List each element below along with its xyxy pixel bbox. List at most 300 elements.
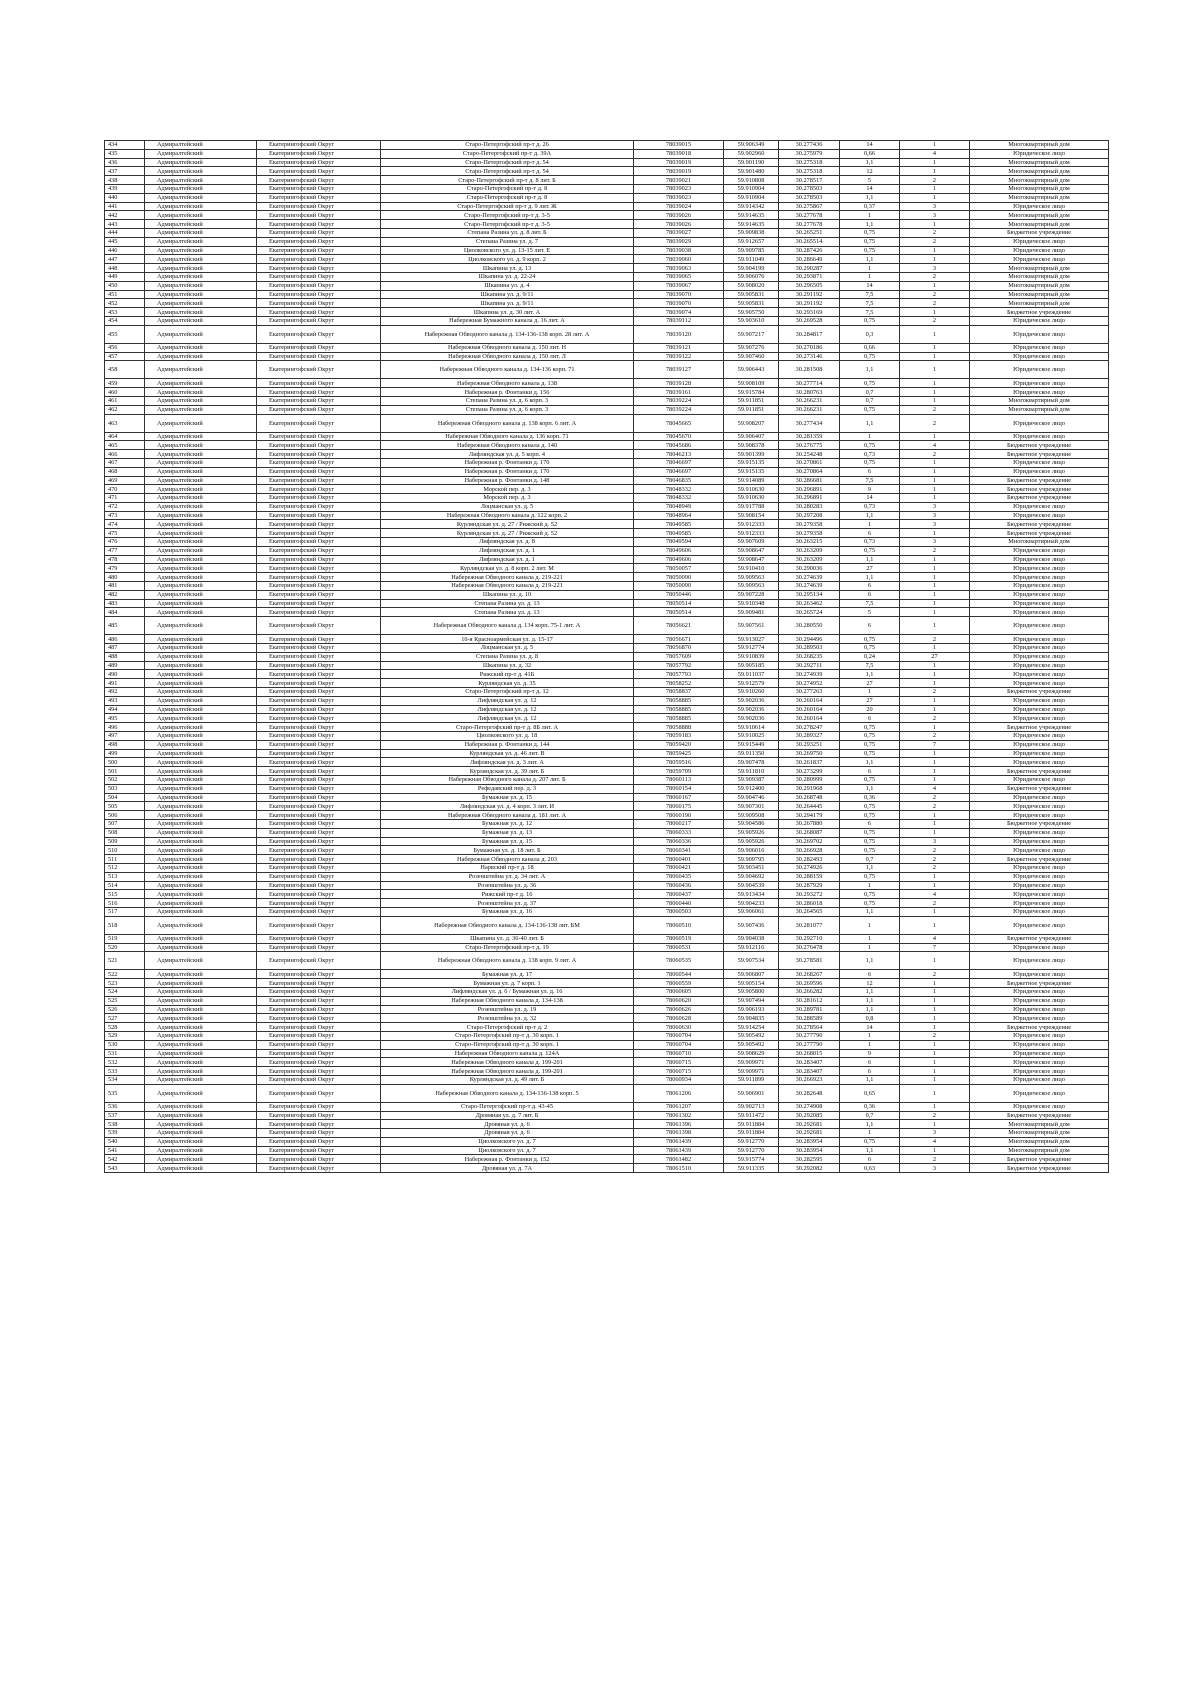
address-cell: Циолковского ул. д. 13-15 лит. Е: [381, 246, 634, 255]
row-number-cell: 487: [105, 644, 145, 653]
container-volume-cell: 0,75: [840, 872, 900, 881]
object-code-cell: 78045686: [634, 441, 724, 450]
latitude-cell: 59.910348: [724, 599, 779, 608]
owner-type-cell: Бюджетное учреждение: [970, 228, 1109, 237]
owner-type-cell: Юридическое лицо: [970, 776, 1109, 785]
object-code-cell: 78060559: [634, 979, 724, 988]
container-count-cell: 1: [900, 1102, 970, 1111]
object-code-cell: 78060336: [634, 837, 724, 846]
row-number-cell: 540: [105, 1137, 145, 1146]
municipality-cell: Екатерингофский Округ: [257, 793, 381, 802]
district-cell: Адмиралтейский: [145, 1023, 257, 1032]
container-count-cell: 1: [900, 608, 970, 617]
latitude-cell: 59.908647: [724, 546, 779, 555]
owner-type-cell: Юридическое лицо: [970, 881, 1109, 890]
district-cell: Адмиралтейский: [145, 529, 257, 538]
container-count-cell: 2: [900, 846, 970, 855]
table-row: [105, 1164, 1109, 1173]
object-code-cell: 78060113: [634, 776, 724, 785]
container-count-cell: 1: [900, 308, 970, 317]
container-volume-cell: 1: [840, 520, 900, 529]
municipality-cell: Екатерингофский Округ: [257, 758, 381, 767]
latitude-cell: 59.904835: [724, 1014, 779, 1023]
container-count-cell: 2: [900, 635, 970, 644]
container-volume-cell: 0,75: [840, 458, 900, 467]
address-cell: Шкапина ул. д. 9/11: [381, 290, 634, 299]
table-row: [105, 1111, 1109, 1120]
object-code-cell: 78039029: [634, 237, 724, 246]
municipality-cell: Екатерингофский Округ: [257, 325, 381, 343]
owner-type-cell: Юридическое лицо: [970, 361, 1109, 379]
longitude-cell: 30.277790: [779, 1040, 840, 1049]
latitude-cell: 59.902960: [724, 149, 779, 158]
container-volume-cell: 9: [840, 485, 900, 494]
municipality-cell: Екатерингофский Округ: [257, 749, 381, 758]
container-volume-cell: 5: [840, 176, 900, 185]
container-volume-cell: 0,7: [840, 1111, 900, 1120]
row-number-cell: 505: [105, 802, 145, 811]
longitude-cell: 30.287929: [779, 881, 840, 890]
municipality-cell: Екатерингофский Округ: [257, 1111, 381, 1120]
municipality-cell: Екатерингофский Округ: [257, 890, 381, 899]
container-volume-cell: 1: [840, 943, 900, 952]
address-cell: Набережная Обводного канала д. 138 корп. 9 лит. А: [381, 952, 634, 970]
object-code-cell: 78060401: [634, 855, 724, 864]
table-row: [105, 272, 1109, 281]
container-volume-cell: 1,1: [840, 670, 900, 679]
row-number-cell: 472: [105, 502, 145, 511]
municipality-cell: Екатерингофский Округ: [257, 1102, 381, 1111]
address-cell: Дровяная ул. д. 7А: [381, 1164, 634, 1173]
address-cell: Старо-Петергофский пр-т д. 8: [381, 184, 634, 193]
longitude-cell: 30.280550: [779, 617, 840, 635]
latitude-cell: 59.915135: [724, 467, 779, 476]
latitude-cell: 59.907494: [724, 996, 779, 1005]
object-code-cell: 78048332: [634, 494, 724, 503]
longitude-cell: 30.296891: [779, 485, 840, 494]
district-cell: Адмиралтейский: [145, 705, 257, 714]
object-code-cell: 78060715: [634, 1067, 724, 1076]
container-volume-cell: 0,75: [840, 352, 900, 361]
longitude-cell: 30.292085: [779, 1111, 840, 1120]
longitude-cell: 30.274908: [779, 1102, 840, 1111]
municipality-cell: Екатерингофский Округ: [257, 246, 381, 255]
latitude-cell: 59.911884: [724, 1129, 779, 1138]
row-number-cell: 482: [105, 590, 145, 599]
owner-type-cell: Юридическое лицо: [970, 414, 1109, 432]
container-count-cell: 4: [900, 149, 970, 158]
district-cell: Адмиралтейский: [145, 246, 257, 255]
container-volume-cell: 1: [840, 1040, 900, 1049]
municipality-cell: Екатерингофский Округ: [257, 784, 381, 793]
latitude-cell: 59.911851: [724, 405, 779, 414]
container-count-cell: 1: [900, 1005, 970, 1014]
table-row: [105, 688, 1109, 697]
longitude-cell: 30.279358: [779, 520, 840, 529]
district-cell: Адмиралтейский: [145, 970, 257, 979]
municipality-cell: Екатерингофский Округ: [257, 141, 381, 150]
owner-type-cell: Бюджетное учреждение: [970, 979, 1109, 988]
row-number-cell: 523: [105, 979, 145, 988]
municipality-cell: Екатерингофский Округ: [257, 228, 381, 237]
object-code-cell: 78039026: [634, 220, 724, 229]
latitude-cell: 59.905492: [724, 1040, 779, 1049]
longitude-cell: 30.267880: [779, 819, 840, 828]
table-row: [105, 767, 1109, 776]
table-row: [105, 670, 1109, 679]
container-volume-cell: 5: [840, 608, 900, 617]
longitude-cell: 30.266231: [779, 396, 840, 405]
longitude-cell: 30.294496: [779, 635, 840, 644]
table-row: [105, 793, 1109, 802]
table-row: [105, 281, 1109, 290]
table-row: [105, 361, 1109, 379]
latitude-cell: 59.907460: [724, 352, 779, 361]
latitude-cell: 59.909563: [724, 582, 779, 591]
row-number-cell: 531: [105, 1049, 145, 1058]
longitude-cell: 30.296505: [779, 281, 840, 290]
district-cell: Адмиралтейский: [145, 934, 257, 943]
municipality-cell: Екатерингофский Округ: [257, 661, 381, 670]
longitude-cell: 30.283407: [779, 1058, 840, 1067]
district-cell: Адмиралтейский: [145, 811, 257, 820]
longitude-cell: 30.276478: [779, 943, 840, 952]
container-count-cell: 1: [900, 184, 970, 193]
table-row: [105, 1023, 1109, 1032]
municipality-cell: Екатерингофский Округ: [257, 573, 381, 582]
container-volume-cell: 0,75: [840, 644, 900, 653]
municipality-cell: Екатерингофский Округ: [257, 529, 381, 538]
address-cell: Курляндская ул. д. 8 корп. 2 лит. М: [381, 564, 634, 573]
container-count-cell: 1: [900, 1075, 970, 1084]
address-cell: Рефедавский пер. д. 3: [381, 784, 634, 793]
row-number-cell: 442: [105, 211, 145, 220]
longitude-cell: 30.293272: [779, 890, 840, 899]
container-count-cell: 4: [900, 441, 970, 450]
row-number-cell: 440: [105, 193, 145, 202]
row-number-cell: 474: [105, 520, 145, 529]
row-number-cell: 528: [105, 1023, 145, 1032]
row-number-cell: 538: [105, 1120, 145, 1129]
row-number-cell: 446: [105, 246, 145, 255]
table-row: [105, 758, 1109, 767]
municipality-cell: Екатерингофский Округ: [257, 494, 381, 503]
table-row: [105, 881, 1109, 890]
longitude-cell: 30.279358: [779, 529, 840, 538]
address-cell: Набережная Обводного канала д. 207 лит. Б: [381, 776, 634, 785]
owner-type-cell: Юридическое лицо: [970, 432, 1109, 441]
object-code-cell: 78046213: [634, 450, 724, 459]
owner-type-cell: Юридическое лицо: [970, 732, 1109, 741]
container-count-cell: 7: [900, 740, 970, 749]
owner-type-cell: Бюджетное учреждение: [970, 520, 1109, 529]
municipality-cell: Екатерингофский Округ: [257, 149, 381, 158]
object-code-cell: 78039038: [634, 246, 724, 255]
municipality-cell: Екатерингофский Округ: [257, 599, 381, 608]
container-count-cell: 1: [900, 467, 970, 476]
latitude-cell: 59.905926: [724, 828, 779, 837]
object-code-cell: 78039015: [634, 141, 724, 150]
owner-type-cell: Юридическое лицо: [970, 970, 1109, 979]
table-row: [105, 652, 1109, 661]
container-volume-cell: 1,1: [840, 1120, 900, 1129]
owner-type-cell: Юридическое лицо: [970, 996, 1109, 1005]
latitude-cell: 59.905831: [724, 299, 779, 308]
owner-type-cell: Бюджетное учреждение: [970, 529, 1109, 538]
owner-type-cell: Многоквартирный дом: [970, 141, 1109, 150]
container-count-cell: 1: [900, 281, 970, 290]
municipality-cell: Екатерингофский Округ: [257, 1155, 381, 1164]
municipality-cell: Екатерингофский Округ: [257, 696, 381, 705]
longitude-cell: 30.268235: [779, 652, 840, 661]
row-number-cell: 529: [105, 1031, 145, 1040]
container-volume-cell: 20: [840, 705, 900, 714]
table-row: [105, 325, 1109, 343]
table-row: [105, 1137, 1109, 1146]
container-volume-cell: 1,1: [840, 1146, 900, 1155]
municipality-cell: Екатерингофский Округ: [257, 281, 381, 290]
district-cell: Адмиралтейский: [145, 264, 257, 273]
container-count-cell: 2: [900, 299, 970, 308]
owner-type-cell: Бюджетное учреждение: [970, 767, 1109, 776]
municipality-cell: Екатерингофский Округ: [257, 476, 381, 485]
owner-type-cell: Юридическое лицо: [970, 644, 1109, 653]
object-code-cell: 78061510: [634, 1164, 724, 1173]
district-cell: Адмиралтейский: [145, 828, 257, 837]
owner-type-cell: Юридическое лицо: [970, 573, 1109, 582]
container-volume-cell: 27: [840, 679, 900, 688]
municipality-cell: Екатерингофский Округ: [257, 184, 381, 193]
container-volume-cell: 12: [840, 167, 900, 176]
longitude-cell: 30.277714: [779, 379, 840, 388]
municipality-cell: Екатерингофский Округ: [257, 855, 381, 864]
longitude-cell: 30.264565: [779, 907, 840, 916]
table-row: [105, 316, 1109, 325]
municipality-cell: Екатерингофский Округ: [257, 193, 381, 202]
address-cell: Степана Разина ул. д. 7: [381, 237, 634, 246]
address-cell: Циолковского ул. д. 9 корп. 2: [381, 255, 634, 264]
address-cell: Набережная Обводного канала д. 140: [381, 441, 634, 450]
table-row: [105, 1040, 1109, 1049]
table-row: [105, 255, 1109, 264]
owner-type-cell: Бюджетное учреждение: [970, 1155, 1109, 1164]
latitude-cell: 59.912770: [724, 1137, 779, 1146]
address-cell: Старо-Петергофский пр-т д. 2: [381, 1023, 634, 1032]
district-cell: Адмиралтейский: [145, 1031, 257, 1040]
owner-type-cell: Многоквартирный дом: [970, 538, 1109, 547]
district-cell: Адмиралтейский: [145, 149, 257, 158]
container-count-cell: 1: [900, 811, 970, 820]
container-count-cell: 2: [900, 450, 970, 459]
object-code-cell: 78060190: [634, 811, 724, 820]
longitude-cell: 30.294179: [779, 811, 840, 820]
object-code-cell: 78060715: [634, 1058, 724, 1067]
latitude-cell: 59.911810: [724, 767, 779, 776]
object-code-cell: 78060421: [634, 863, 724, 872]
owner-type-cell: Бюджетное учреждение: [970, 784, 1109, 793]
object-code-cell: 78060934: [634, 1075, 724, 1084]
municipality-cell: Екатерингофский Округ: [257, 582, 381, 591]
municipality-cell: Екатерингофский Округ: [257, 316, 381, 325]
latitude-cell: 59.906016: [724, 846, 779, 855]
row-number-cell: 532: [105, 1058, 145, 1067]
container-volume-cell: 0,75: [840, 1137, 900, 1146]
owner-type-cell: Бюджетное учреждение: [970, 934, 1109, 943]
table-row: [105, 432, 1109, 441]
row-number-cell: 459: [105, 379, 145, 388]
object-code-cell: 78060217: [634, 819, 724, 828]
container-volume-cell: 1: [840, 934, 900, 943]
district-cell: Адмиралтейский: [145, 688, 257, 697]
district-cell: Адмиралтейский: [145, 1067, 257, 1076]
longitude-cell: 30.275867: [779, 202, 840, 211]
container-volume-cell: 0,75: [840, 776, 900, 785]
latitude-cell: 59.910614: [724, 723, 779, 732]
table-row: [105, 184, 1109, 193]
municipality-cell: Екатерингофский Округ: [257, 732, 381, 741]
district-cell: Адмиралтейский: [145, 299, 257, 308]
owner-type-cell: Многоквартирный дом: [970, 272, 1109, 281]
district-cell: Адмиралтейский: [145, 846, 257, 855]
object-code-cell: 78039128: [634, 379, 724, 388]
latitude-cell: 59.914635: [724, 220, 779, 229]
row-number-cell: 522: [105, 970, 145, 979]
row-number-cell: 443: [105, 220, 145, 229]
address-cell: Курляндская ул. д. 27 / Рижский д. 52: [381, 529, 634, 538]
latitude-cell: 59.902036: [724, 696, 779, 705]
container-count-cell: 2: [900, 732, 970, 741]
row-number-cell: 527: [105, 1014, 145, 1023]
owner-type-cell: Юридическое лицо: [970, 590, 1109, 599]
row-number-cell: 492: [105, 688, 145, 697]
longitude-cell: 30.263209: [779, 546, 840, 555]
container-count-cell: 1: [900, 193, 970, 202]
longitude-cell: 30.266231: [779, 405, 840, 414]
municipality-cell: Екатерингофский Округ: [257, 644, 381, 653]
table-row: [105, 564, 1109, 573]
latitude-cell: 59.905831: [724, 290, 779, 299]
owner-type-cell: Юридическое лицо: [970, 582, 1109, 591]
row-number-cell: 499: [105, 749, 145, 758]
container-volume-cell: 6: [840, 582, 900, 591]
owner-type-cell: Юридическое лицо: [970, 1102, 1109, 1111]
address-cell: Старо-Петергофский пр-т д. 43-45: [381, 1102, 634, 1111]
address-cell: Бумажная ул. д. 13: [381, 828, 634, 837]
municipality-cell: Екатерингофский Округ: [257, 220, 381, 229]
object-code-cell: 78039024: [634, 202, 724, 211]
owner-type-cell: Бюджетное учреждение: [970, 441, 1109, 450]
district-cell: Адмиралтейский: [145, 749, 257, 758]
table-row: [105, 538, 1109, 547]
address-cell: Набережная Обводного канала д. 181 лит. А: [381, 811, 634, 820]
owner-type-cell: Многоквартирный дом: [970, 158, 1109, 167]
table-row: [105, 732, 1109, 741]
district-cell: Адмиралтейский: [145, 502, 257, 511]
container-volume-cell: 0,75: [840, 723, 900, 732]
container-volume-cell: 0,73: [840, 538, 900, 547]
container-count-cell: 1: [900, 767, 970, 776]
owner-type-cell: Юридическое лицо: [970, 661, 1109, 670]
latitude-cell: 59.905492: [724, 1031, 779, 1040]
row-number-cell: 525: [105, 996, 145, 1005]
container-count-cell: 1: [900, 1023, 970, 1032]
owner-type-cell: Юридическое лицо: [970, 467, 1109, 476]
latitude-cell: 59.905750: [724, 308, 779, 317]
object-code-cell: 78039120: [634, 325, 724, 343]
container-volume-cell: 1: [840, 211, 900, 220]
district-cell: Адмиралтейский: [145, 979, 257, 988]
longitude-cell: 30.277436: [779, 141, 840, 150]
container-volume-cell: 7,5: [840, 308, 900, 317]
object-code-cell: 78060710: [634, 1049, 724, 1058]
longitude-cell: 30.288159: [779, 872, 840, 881]
municipality-cell: Екатерингофский Округ: [257, 396, 381, 405]
municipality-cell: Екатерингофский Округ: [257, 502, 381, 511]
container-volume-cell: 1,1: [840, 573, 900, 582]
longitude-cell: 30.278503: [779, 184, 840, 193]
latitude-cell: 59.909795: [724, 855, 779, 864]
latitude-cell: 59.908647: [724, 555, 779, 564]
longitude-cell: 30.266923: [779, 1075, 840, 1084]
district-cell: Адмиралтейский: [145, 952, 257, 970]
address-cell: Степана Разина ул. д. 13: [381, 608, 634, 617]
municipality-cell: Екатерингофский Округ: [257, 1023, 381, 1032]
address-cell: Старо-Петергофский пр-т д. 9 лит. Ж: [381, 202, 634, 211]
latitude-cell: 59.911350: [724, 749, 779, 758]
owner-type-cell: Бюджетное учреждение: [970, 855, 1109, 864]
municipality-cell: Екатерингофский Округ: [257, 361, 381, 379]
object-code-cell: 78045665: [634, 414, 724, 432]
container-count-cell: 1: [900, 749, 970, 758]
object-code-cell: 78039060: [634, 255, 724, 264]
object-code-cell: 78049606: [634, 546, 724, 555]
object-code-cell: 78058885: [634, 696, 724, 705]
owner-type-cell: Бюджетное учреждение: [970, 450, 1109, 459]
container-count-cell: 1: [900, 1146, 970, 1155]
container-volume-cell: 1,1: [840, 361, 900, 379]
longitude-cell: 30.276775: [779, 441, 840, 450]
container-count-cell: 1: [900, 582, 970, 591]
container-count-cell: 4: [900, 934, 970, 943]
longitude-cell: 30.266928: [779, 846, 840, 855]
row-number-cell: 481: [105, 582, 145, 591]
owner-type-cell: Юридическое лицо: [970, 740, 1109, 749]
district-cell: Адмиралтейский: [145, 590, 257, 599]
district-cell: Адмиралтейский: [145, 996, 257, 1005]
table-row: [105, 934, 1109, 943]
container-count-cell: 3: [900, 264, 970, 273]
row-number-cell: 486: [105, 635, 145, 644]
address-cell: Шкапина ул. д. 36-40 лит. Б: [381, 934, 634, 943]
table-row: [105, 916, 1109, 934]
container-volume-cell: 0,75: [840, 316, 900, 325]
address-cell: Набережная р. Фонтанки д. 156: [381, 388, 634, 397]
object-code-cell: 78039026: [634, 211, 724, 220]
owner-type-cell: Юридическое лицо: [970, 652, 1109, 661]
municipality-cell: Екатерингофский Округ: [257, 255, 381, 264]
row-number-cell: 439: [105, 184, 145, 193]
row-number-cell: 518: [105, 916, 145, 934]
municipality-cell: Екатерингофский Округ: [257, 863, 381, 872]
container-volume-cell: 0,73: [840, 502, 900, 511]
district-cell: Адмиралтейский: [145, 432, 257, 441]
latitude-cell: 59.904199: [724, 264, 779, 273]
owner-type-cell: Юридическое лицо: [970, 679, 1109, 688]
longitude-cell: 30.282648: [779, 1084, 840, 1102]
container-volume-cell: 1: [840, 881, 900, 890]
object-code-cell: 78039023: [634, 193, 724, 202]
table-row: [105, 970, 1109, 979]
